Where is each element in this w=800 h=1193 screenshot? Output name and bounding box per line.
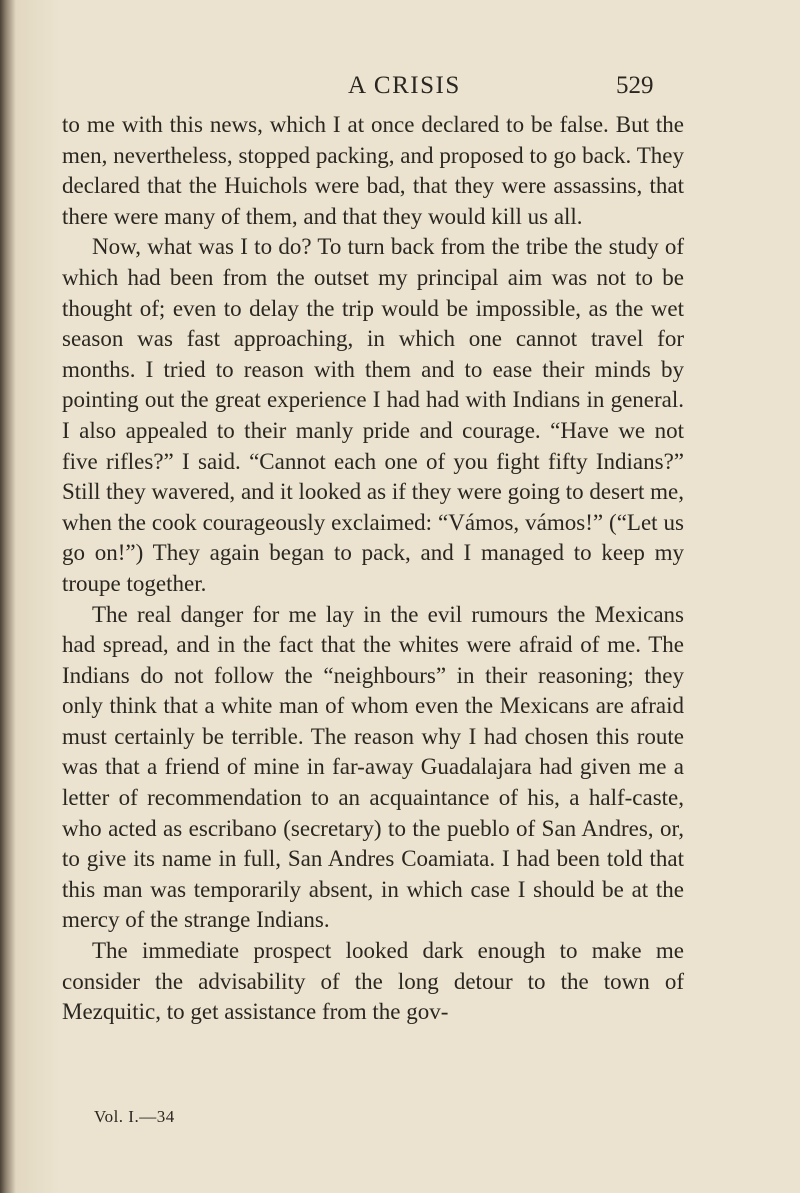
paragraph: Now, what was I to do? To turn back from the tribe the study of which had been from the outset my principal aim was not to be thought of; even to delay the trip would be impossible, as the wet season was fast approaching, in which one cannot travel for months. I tried to reason with them and to ease their minds by pointing out the great experience I had had with Indians in general. I also appealed to their manly pride and courage. “Have we not five rifles?” I said. “Cannot each one of you fight fifty Indians?” Still they wavered, and it looked as if they were going to desert me, when the cook courageously exclaimed: “Vámos, vámos!” (“Let us go on!”) They again began to pack, and I managed to keep my troupe together. (62, 234, 684, 596)
paragraph: The immediate prospect looked dark enough to make me consider the advisability of the long detour to the town of Mezquitic, to get assistance from the gov- (62, 938, 684, 1025)
paragraph: The real danger for me lay in the evil rumours the Mexicans had spread, and in the fact that the whites were afraid of me. The Indians do not follow the “neighbours” in their reasoning; they only think that a white man of whom even the Mexicans are afraid must certainly be terrible. The reason why I had chosen this route was that a friend of mine in far-away Guadalajara had given me a letter of recommendation to an acquaintance of his, a half-caste, who acted as escribano (secretary) to the pueblo of San Andres, or, to give its name in full, San Andres Coamiata. I had been told that this man was temporarily absent, in which case I should be at the mercy of the strange Indians. (62, 601, 684, 933)
signature-mark: Vol. I.—34 (94, 1107, 175, 1126)
body-text (62, 110, 684, 1028)
page-number: 529 (616, 72, 654, 99)
page-header (0, 72, 800, 106)
paragraph: to me with this news, which I at once declared to be false. But the men, nevertheless, stopped packing, and proposed to go back. They declared that the Huichols were bad, that they were assassins, that there were many of them, and that they would kill us all. (62, 112, 684, 229)
running-title: A CRISIS (348, 72, 461, 99)
